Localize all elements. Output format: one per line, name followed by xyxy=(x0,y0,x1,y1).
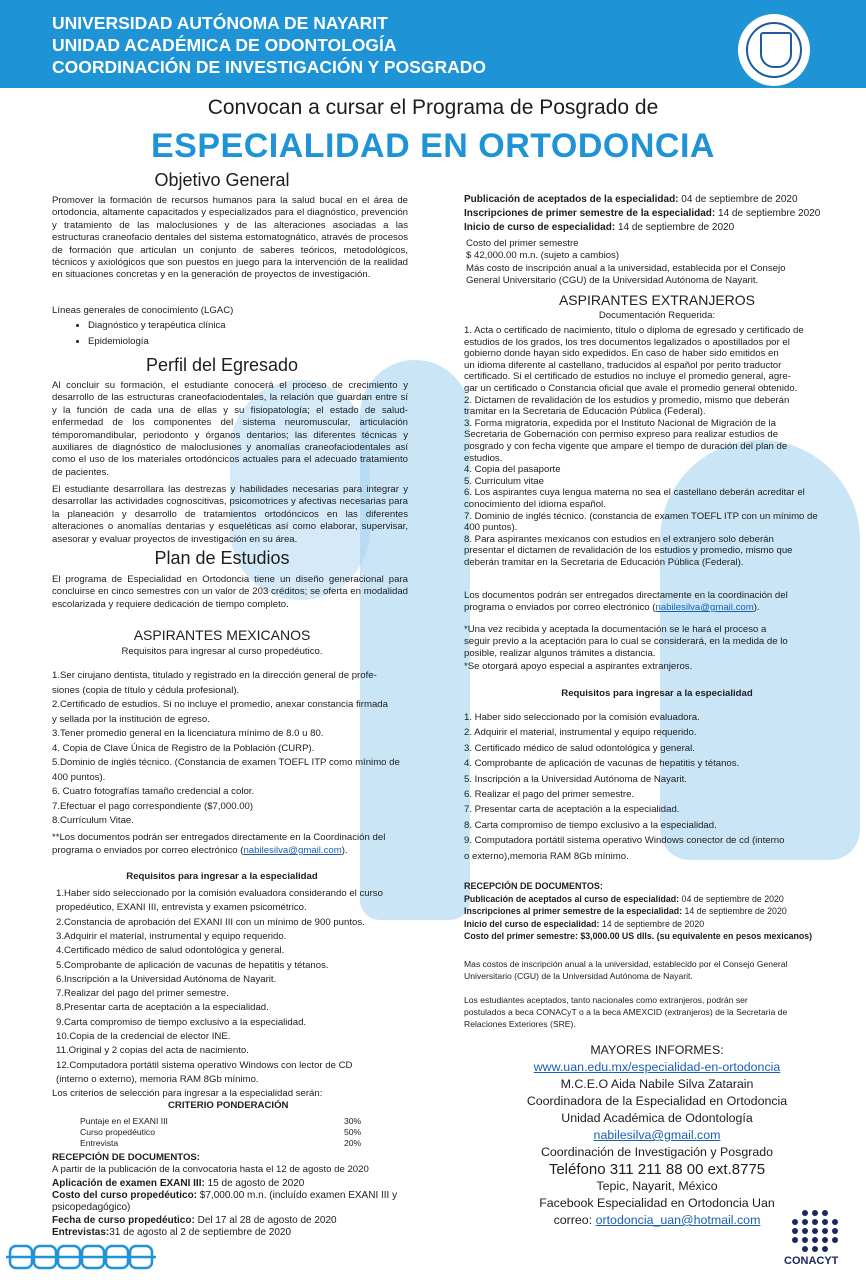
date-row: Inscripciones al primer semestre de la especialidad: 14 de septiembre de 2020 xyxy=(464,906,787,917)
requirement-item: (interno o externo), memoria RAM 8Gb mínimo. xyxy=(56,1073,259,1085)
requirement-item: Secretaria de Gobernación con permiso expreso para realizar estudios de xyxy=(464,429,779,441)
note-line: seguir previo a la aceptación para lo cual se considerará, en la medida de lo xyxy=(464,636,788,648)
requirement-item: 9.Carta compromiso de tiempo exclusivo a la especialidad. xyxy=(56,1016,307,1028)
requirement-item: 8. Carta compromiso de tiempo exclusivo a la especialidad. xyxy=(464,819,717,831)
requirement-item: un idioma diferente al castellano, traducidos al español por perito traductor xyxy=(464,359,782,371)
extranjeros-title: ASPIRANTES EXTRANJEROS xyxy=(558,292,756,308)
date-row: psicopedagógico) xyxy=(52,1202,131,1214)
requirement-item: 12.Computadora portátil sistema operativo Windows con lector de CD xyxy=(56,1059,353,1071)
requirement-item: 5. Inscripción a la Universidad Autónoma de Nayarit. xyxy=(464,773,687,785)
contact-facebook: Facebook Especialidad en Ortodoncia Uan xyxy=(539,1196,775,1210)
requirement-item: 6. Realizar el pago del primer semestre. xyxy=(464,789,635,800)
requirement-item: 8.Currículum Vitae. xyxy=(52,815,134,826)
date-row: Publicación de aceptados al curso de especialidad: 04 de septiembre de 2020 xyxy=(464,894,784,904)
recepcion-title: RECEPCIÓN DE DOCUMENTOS: xyxy=(52,1152,201,1163)
criteria-title: CRITERIO PONDERACIÓN xyxy=(168,1100,289,1111)
requirement-item: 11.Original y 2 copias del acta de nacimiento. xyxy=(56,1045,249,1057)
requirement-item: 6.Inscripción a la Universidad Autónoma de Nayarit. xyxy=(56,973,277,985)
ex-recepcion-title: RECEPCIÓN DE DOCUMENTOS: xyxy=(464,881,603,891)
mexicanos-subtitle: Requisitos para ingresar al curso propedéutico. xyxy=(121,646,323,657)
lgac-label: Líneas generales de conocimiento (LGAC) xyxy=(52,305,234,316)
requirement-item: presentar el dictamen de revalidación de los estudios y promedio, mismo que xyxy=(464,545,793,557)
mexicanos-title: ASPIRANTES MEXICANOS xyxy=(133,627,311,643)
requirement-item: 6. Cuatro fotografías tamaño credencial a color. xyxy=(52,786,255,797)
mexicanos-note-2: programa o enviados por correo electrónico (nabilesilva@gmail.com). xyxy=(52,845,348,856)
requirement-item: certificado. Si el certificado de estudios no incluye el promedio general, agre- xyxy=(464,371,791,383)
requirement-item: 4. Comprobante de aplicación de vacunas de hepatitis y tétanos. xyxy=(464,758,740,770)
requirement-item: 2. Adquirir el material, instrumental y equipo requerido. xyxy=(464,727,697,739)
requirement-item: 10.Copia de la credencial de elector INE. xyxy=(56,1031,231,1042)
requirement-item: 5.Comprobante de aplicación de vacunas de hepatitis y tétanos. xyxy=(56,959,329,971)
university-name: UNIVERSIDAD AUTÓNOMA DE NAYARIT xyxy=(52,13,388,33)
extranjeros-subtitle: Documentación Requerida: xyxy=(598,310,716,321)
costo-value: $ 42,000.00 m.n. (sujeto a cambios) xyxy=(466,250,620,261)
requirement-item: deberán tramitar en la Secretaria de Educación Pública (Federal). xyxy=(464,557,744,568)
info-line: Universitario (CGU) de la Universidad Autónoma de Nayarit. xyxy=(464,971,693,981)
requirement-item: 2. Dictamen de revalidación de los estudios y promedio, mismo que deberán xyxy=(464,394,790,406)
requirement-item: 3. Forma migratoria, expedida por el Instituto Nacional de Migración de la xyxy=(464,417,776,429)
teeth-braces-icon xyxy=(6,1242,156,1272)
costo-note-2: General Universitario (CGU) de la Universidad Autónoma de Nayarit. xyxy=(466,275,759,286)
contact-email-link[interactable]: nabilesilva@gmail.com xyxy=(593,1128,721,1142)
requirement-item: 3.Tener promedio general en la licenciatura mínimo de 8.0 u 80. xyxy=(52,728,324,739)
info-line: Los estudiantes aceptados, tanto nacionales como extranjeros, podrán ser xyxy=(464,995,748,1005)
objetivo-text: Promover la formación de recursos humanos para la salud bucal en el área de ortodoncia, altamente capacitados y especializados para el diagnóstico, prevención y tratamiento de las maloclusiones y de las alteraciones asociadas a las estructuras craneofacio dentales del sistema estomatognático, através de procesos de formación que articulan un conjunto de saberes teóricos, metodológicos, técnicos y axiológicos que son puestos en juego para la intervención de la realidad en situaciones concretas y en la generación de proyectos de investigación. xyxy=(52,195,408,281)
requirement-item: 2.Constancia de aprobación del EXANI III con un mínimo de 900 puntos. xyxy=(56,916,365,928)
email-link[interactable]: nabilesilva@gmail.com xyxy=(655,602,754,613)
requirement-item: 1. Acta o certificado de nacimiento, título o diploma de egresado y certificado de xyxy=(464,325,804,336)
extranjeros-docs: Los documentos podrán ser entregados directamente en la coordinación del xyxy=(464,590,788,601)
recepcion-text: A partir de la publicación de la convocatoria hasta el 12 de agosto de 2020 xyxy=(52,1164,369,1175)
date-row: Inicio de curso de especialidad: 14 de septiembre de 2020 xyxy=(464,222,735,233)
requirement-item: 1.Haber sido seleccionado por la comisión evaluadora considerando el curso xyxy=(56,888,383,899)
lgac-item: • Diagnóstico y terapéutica clínica xyxy=(88,320,388,332)
costo-label: Costo del primer semestre xyxy=(466,238,579,249)
requirement-item: 7.Realizar del pago del primer semestre. xyxy=(56,988,229,1000)
university-seal-icon xyxy=(738,14,810,86)
requirement-item: siones (copia de título y cédula profesional). xyxy=(52,684,240,696)
date-row: Inicio del curso de especialidad: 14 de septiembre de 2020 xyxy=(464,918,705,929)
requirement-item: 8. Para aspirantes mexicanos con estudios en el extranjero solo deberán xyxy=(464,533,774,545)
objetivo-title: Objetivo General xyxy=(154,170,290,190)
unit-name: UNIDAD ACADÉMICA DE ODONTOLOGÍA xyxy=(52,35,397,55)
requirement-item: estudios de los grados, los tres documentos legalizados o apostillados por el xyxy=(464,336,790,348)
contact-phone: Teléfono 311 211 88 00 ext.8775 xyxy=(548,1161,766,1178)
requirement-item: propedéutico, EXANI III, entrevista y examen psicométrico. xyxy=(56,902,307,914)
info-line: Relaciones Exteriores (SRE). xyxy=(464,1019,576,1029)
requirement-item: gobierno donde hayan sido expedidos. En caso de haber sido emitidos en xyxy=(464,348,779,360)
requirement-item: 1. Haber sido seleccionado por la comisión evaluadora. xyxy=(464,712,700,723)
contact-role: Coordinadora de la Especialidad en Ortodoncia xyxy=(526,1094,788,1108)
mexicanos-note: **Los documentos podrán ser entregados directamente en la Coordinación del xyxy=(52,832,386,843)
mexicanos-req-title: Requisitos para ingresar a la especialidad xyxy=(126,871,318,882)
date-row: Fecha de curso propedéutico: Del 17 al 28 de agosto de 2020 xyxy=(52,1214,337,1226)
requirement-item: 400 puntos). xyxy=(464,522,518,534)
contact-coord: Coordinación de Investigación y Posgrado xyxy=(540,1145,774,1159)
note-line: *Se otorgará apoyo especial a aspirantes extranjeros. xyxy=(464,660,693,672)
requirement-item: 5.Dominio de inglés técnico. (Constancia de examen TOEFL ITP como mínimo de xyxy=(52,757,400,768)
perfil-text-2: El estudiante desarrollara las destrezas y habilidades necesarias para integrar y desarrollar las actividades cognoscitivas, psicomotrices y afectivas necesarias para la planeación y desarrollo de tratamientos ortodóncicos en las diferentes alteraciones o anomalías dentarias y esqueléticas así como elaborar, supervisar, asesorar y evaluar proyectos de investigación en su área. xyxy=(52,484,408,545)
requirement-item: 3. Certificado médico de salud odontológica y general. xyxy=(464,742,695,754)
contact-correo: correo: ortodoncia_uan@hotmail.com xyxy=(553,1213,761,1227)
background-shape xyxy=(660,440,860,860)
requirement-item: tramitar en la Secretaria de Educación Pública (Federal). xyxy=(464,406,706,418)
website-link[interactable]: www.uan.edu.mx/especialidad-en-ortodoncia xyxy=(533,1060,781,1074)
criteria-intro: Los criterios de selección para ingresar a la especialidad serán: xyxy=(52,1088,323,1099)
requirement-item: 6. Los aspirantes cuya lengua materna no sea el castellano deberán acreditar el xyxy=(464,487,805,499)
criteria-table xyxy=(80,1116,380,1149)
criteria-row: Entrevista 20% xyxy=(80,1138,362,1148)
criteria-row: Curso propedéutico 50% xyxy=(80,1127,362,1137)
informes-title: MAYORES INFORMES: xyxy=(590,1043,724,1057)
page-subtitle: Convocan a cursar el Programa de Posgrado de xyxy=(207,96,659,119)
page-title: ESPECIALIDAD EN ORTODONCIA xyxy=(151,127,715,165)
header-banner xyxy=(0,0,866,88)
coordination-name: COORDINACIÓN DE INVESTIGACIÓN Y POSGRADO xyxy=(52,57,486,77)
costo-note-1: Más costo de inscripción anual a la universidad, establecida por el Consejo xyxy=(466,263,786,274)
plan-title: Plan de Estudios xyxy=(154,548,290,568)
requirement-item: estudios. xyxy=(464,452,503,464)
date-row: Publicación de aceptados de la especialidad: 04 de septiembre de 2020 xyxy=(464,194,798,205)
contact-unit: Unidad Académica de Odontología xyxy=(561,1111,753,1125)
contact-city: Tepic, Nayarit, México xyxy=(596,1179,718,1193)
perfil-title: Perfil del Egresado xyxy=(145,355,299,375)
email-link[interactable]: nabilesilva@gmail.com xyxy=(243,845,342,856)
note-line: posible, realizar algunos trámites a distancia. xyxy=(464,648,656,660)
conacyt-logo-text: CONACYT xyxy=(784,1255,839,1267)
requirement-item: 9. Computadora portátil sistema operativo Windows conector de cd (interno xyxy=(464,835,785,847)
date-row: Costo del primer semestre: $3,000.00 US dlls. (su equivalente en pesos mexicanos) xyxy=(464,931,813,942)
requirement-item: posgrado y con fecha vigente que ampare el tiempo de duración del plan de xyxy=(464,441,788,452)
lgac-item: • Epidemiología xyxy=(88,336,388,348)
extranjeros-req-title: Requisitos para ingresar a la especialidad xyxy=(561,688,753,699)
requirement-item: conocimiento del idioma español. xyxy=(464,499,606,510)
requirement-item: 4. Copia del pasaporte xyxy=(464,464,561,476)
date-row: Aplicación de examen EXANI III: 15 de agosto de 2020 xyxy=(52,1178,305,1189)
requirement-item: 400 puntos). xyxy=(52,771,106,783)
date-row: Entrevistas:31 de agosto al 2 de septiembre de 2020 xyxy=(52,1226,292,1238)
contact-name: M.C.E.O Aida Nabile Silva Zatarain xyxy=(560,1077,754,1091)
date-row: Costo del curso propedéutico: $7,000.00 m.n. (incluído examen EXANI III y xyxy=(52,1190,398,1202)
conacyt-logo-icon xyxy=(790,1208,840,1256)
requirement-item: 5. Curriculum vitae xyxy=(464,475,544,487)
requirement-item: 7. Presentar carta de aceptación a la especialidad. xyxy=(464,804,680,816)
correo-link[interactable]: ortodoncia_uan@hotmail.com xyxy=(595,1213,761,1227)
info-line: postulados a beca CONACyT o a la beca AMEXCID (extranjeros) de la Secretaria de xyxy=(464,1007,788,1017)
requirement-item: 4. Copia de Clave Única de Registro de la Población (CURP). xyxy=(52,742,315,754)
plan-text: El programa de Especialidad en Ortodoncia tiene un diseño generacional para concluirse en cinco semestres con un valor de 203 créditos; se oferta en modalidad escolarizada y requiere dedicación de tiempo completo. xyxy=(52,574,408,610)
criteria-row: Puntaje en el EXANI III 30% xyxy=(80,1116,362,1126)
extranjeros-docs-2: programa o enviados por correo electrónico (nabilesilva@gmail.com). xyxy=(464,602,760,613)
requirement-item: 3.Adquirir el material, instrumental y equipo requerido. xyxy=(56,930,287,942)
informes-block xyxy=(462,1042,852,1229)
info-line: Mas costos de inscripción anual a la universidad, establecido por el Consejo General xyxy=(464,959,788,969)
perfil-text-1: Al concluir su formación, el estudiante conocerá el proceso de crecimiento y desarrollo de las estructuras craneofaciodentales, la relación que guardan entre sí y la función de cada una de ellas y su fisiopatología; el estado de salud- enfermedad de los componentes del sistema neuromuscular, articulación témporomandibular, periodonto y órganos dentarios; las diferentes técnicas y auxiliares de diagnóstico de maloclusiones y anomalías craneofaciodentales así como el uso de los materiales ortodóncicos actuales para el adecuado tratamiento de pacientes. xyxy=(52,380,408,478)
requirement-item: 7.Efectuar el pago correspondiente ($7,000.00) xyxy=(52,800,254,812)
requirement-item: y sellada por la institución de egreso. xyxy=(52,713,210,725)
requirement-item: 4.Certificado médico de salud odontológica y general. xyxy=(56,945,285,957)
requirement-item: 1.Ser cirujano dentista, titulado y registrado en la dirección general de profe- xyxy=(52,670,377,681)
requirement-item: gar un certificado o Constancia oficial que avale el promedio general obtenido. xyxy=(464,383,798,394)
requirement-item: o externo),memoria RAM 8Gb mínimo. xyxy=(464,850,629,862)
date-row: Inscripciones de primer semestre de la especialidad: 14 de septiembre 2020 xyxy=(464,208,821,219)
note-line: *Una vez recibida y aceptada la documentación se le hará el proceso a xyxy=(464,624,767,635)
requirement-item: 2.Certificado de estudios. Si no incluye el promedio, anexar constancia firmada xyxy=(52,699,388,710)
requirement-item: 8.Presentar carta de aceptación a la especialidad. xyxy=(56,1002,269,1014)
requirement-item: 7. Dominio de inglés técnico. (constancia de examen TOEFL ITP con un mínimo de xyxy=(464,510,818,522)
